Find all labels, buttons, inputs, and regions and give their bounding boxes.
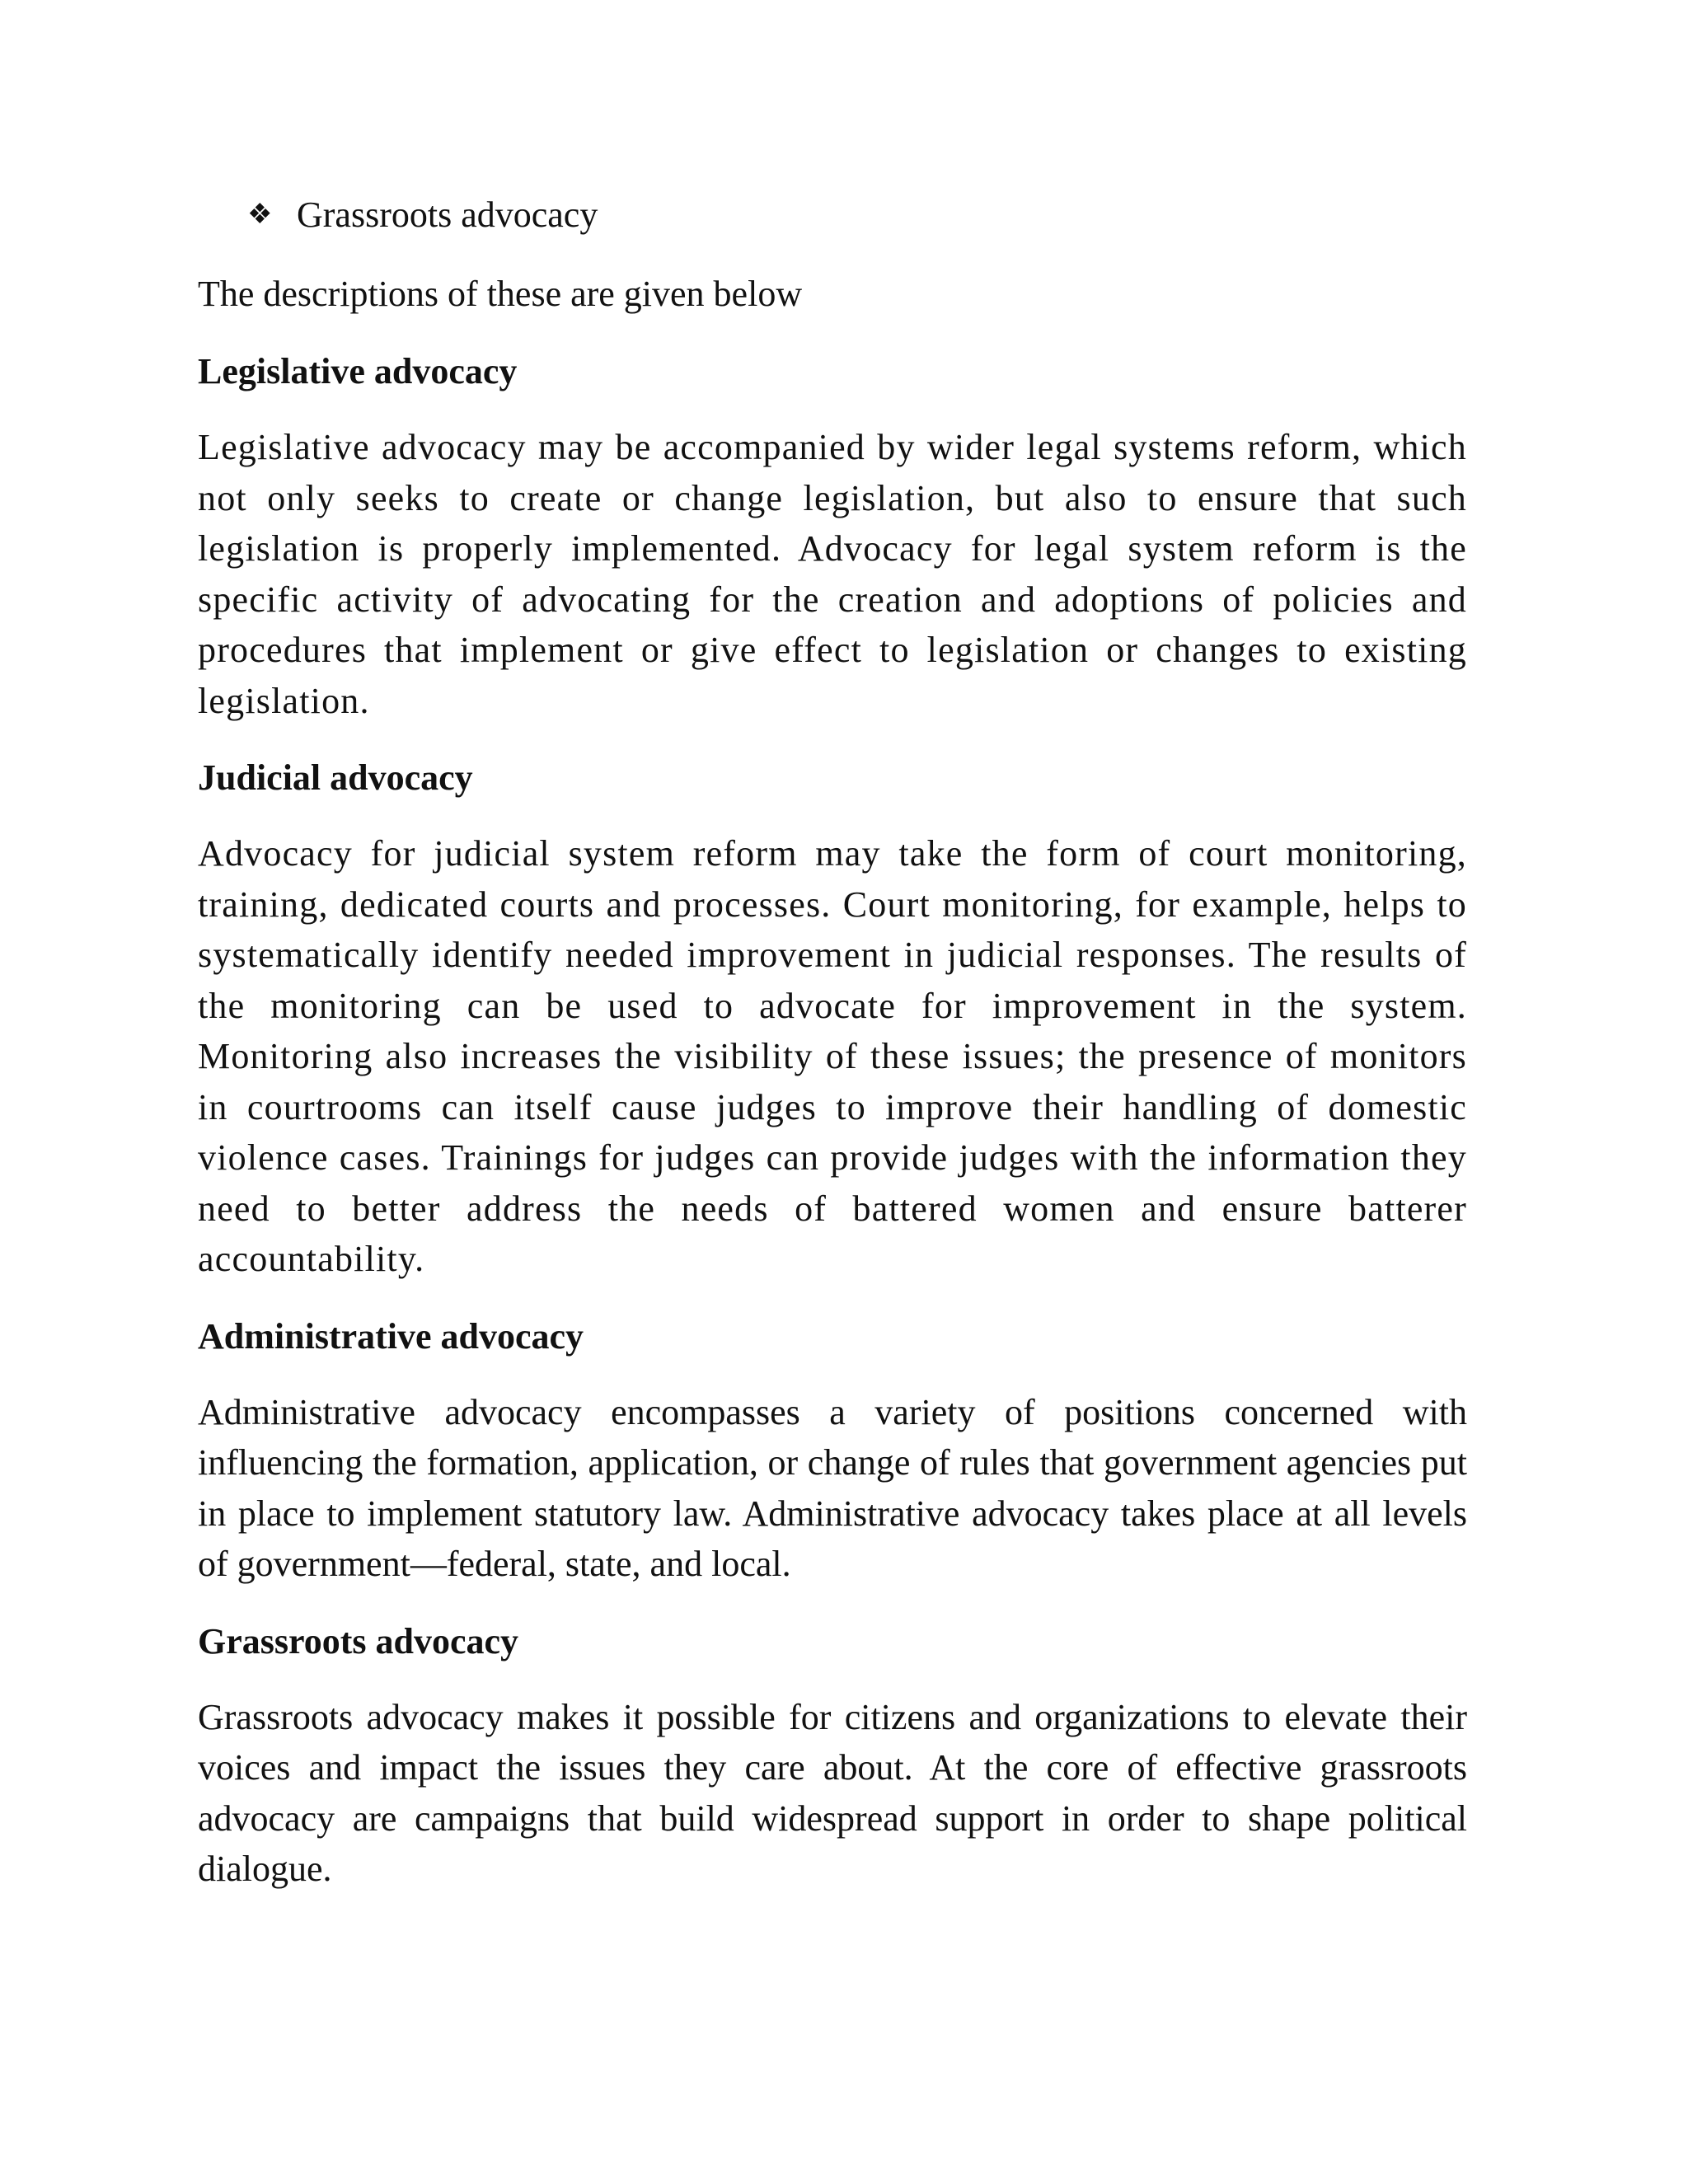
section-body: Grassroots advocacy makes it possible for citizens and organizations to elevate their voices and impact the issues they care about. At the core of effective grassroots advocacy are campaigns that build widespread support in order to shape political dialogue. — [198, 1696, 1467, 1889]
section-body: Advocacy for judicial system reform may take the form of court monitoring, training, dedicated courts and processes. Court monitoring, for example, helps to systematically identify needed improvement in judicial responses. The results of the monitoring can be used to advocate for improvement in the system. Monitoring also increases the visibility of these issues; the presence of monitors in courtrooms can itself cause judges to improve their handling of domestic violence cases. Trainings for judges can provide judges with the information they need to better address the needs of battered women and ensure batterer accountability. — [198, 833, 1467, 1279]
section-administrative — [198, 1311, 1467, 1590]
intro-text: The descriptions of these are given below — [198, 274, 803, 314]
section-heading: Administrative advocacy — [198, 1315, 584, 1357]
section-heading: Legislative advocacy — [198, 351, 518, 391]
section-judicial — [198, 752, 1467, 1285]
section-legislative — [198, 346, 1467, 726]
section-body: Legislative advocacy may be accompanied by wider legal systems reform, which not only seeks to create or change legislation, but also to ensure that such legislation is properly implemented. Advocacy for legal system reform is the specific activity of advocating for the creation and adoptions of policies and procedures that implement or give effect to legislation or changes to existing legislation. — [198, 427, 1467, 721]
section-grassroots — [198, 1616, 1467, 1895]
section-body: Administrative advocacy encompasses a variety of positions concerned with influencing the formation, application, or change of rules that government agencies put in place to implement statutory law. Administrative advocacy takes place at all levels of government—federal, state, and local. — [198, 1391, 1467, 1584]
section-heading: Judicial advocacy — [198, 757, 473, 798]
section-heading: Grassroots advocacy — [198, 1620, 519, 1661]
document-page — [198, 190, 1467, 1921]
diamond-bullet-icon: ❖ — [247, 199, 273, 230]
bullet-list-item — [198, 190, 1467, 241]
bullet-item-text: Grassroots advocacy — [297, 194, 598, 235]
